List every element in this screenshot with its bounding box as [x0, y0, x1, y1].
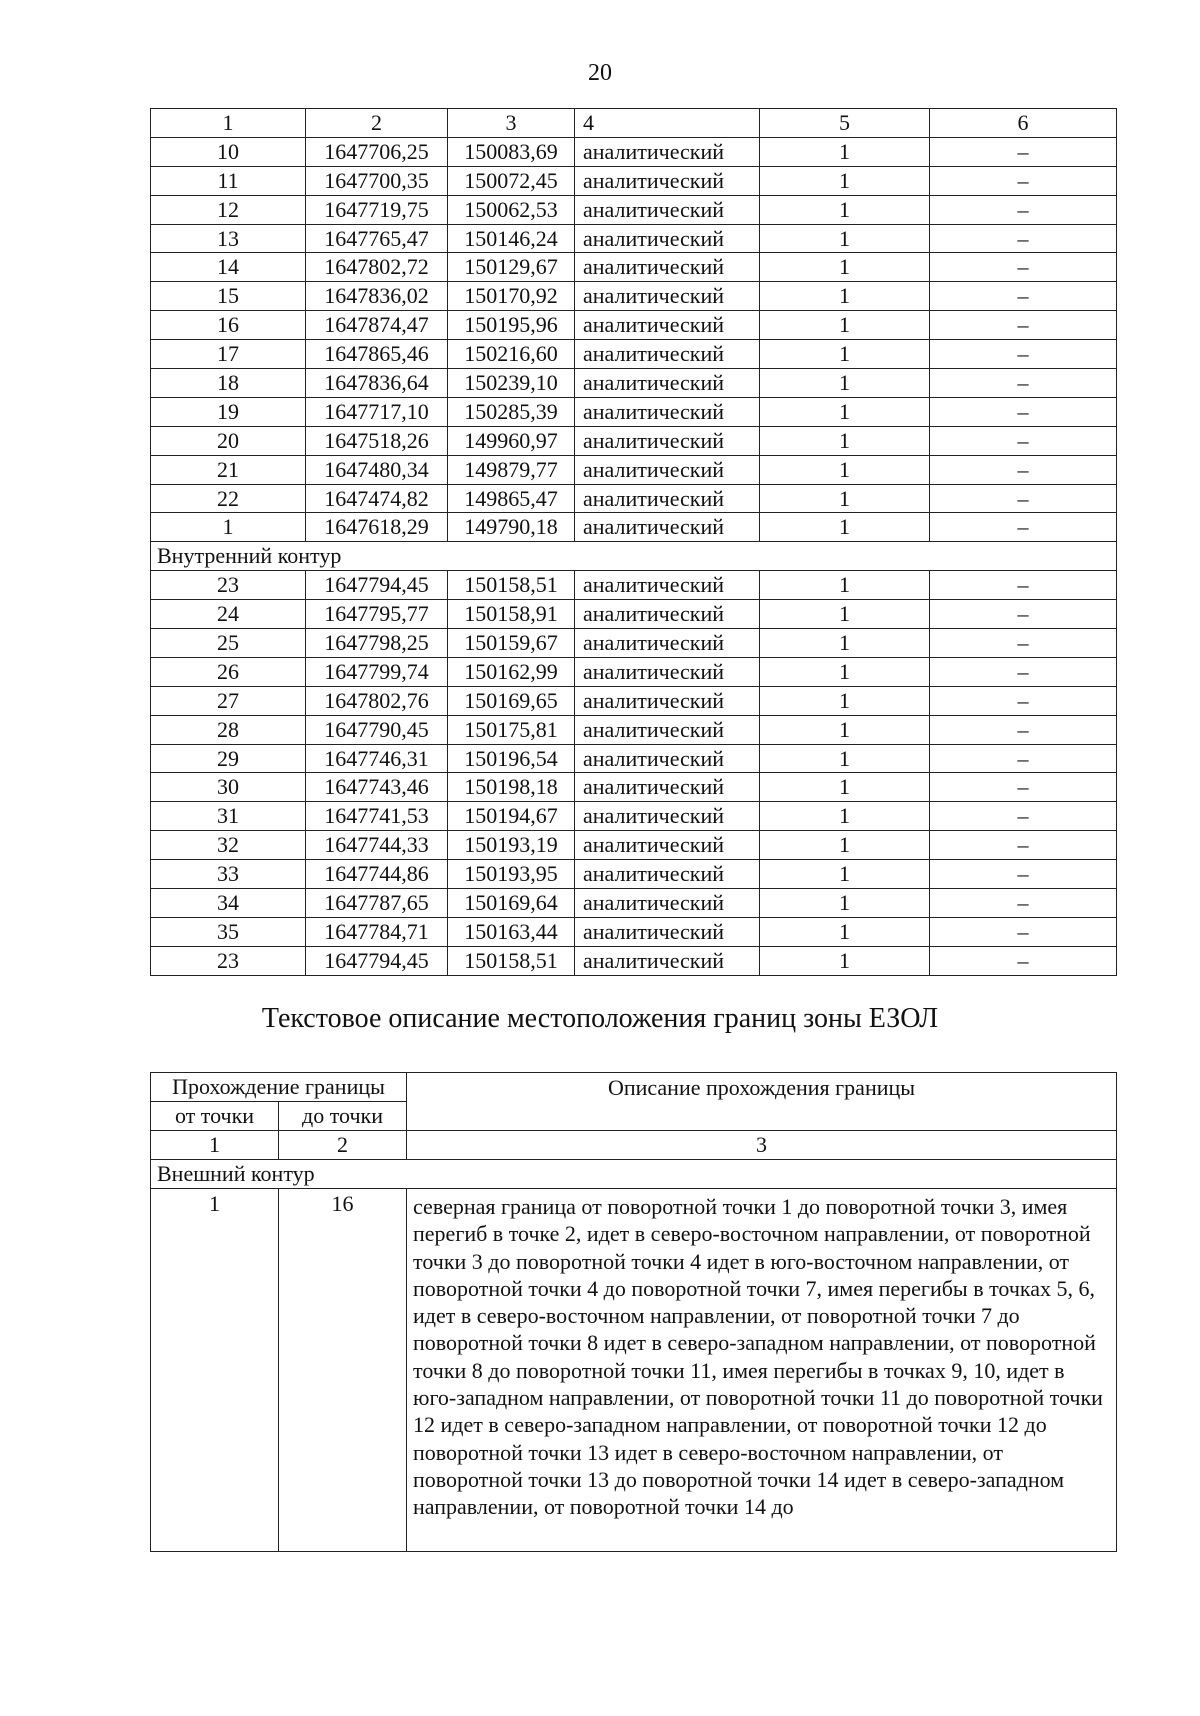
method-cell: аналитический — [575, 311, 760, 340]
header-passage: Прохождение границы — [151, 1073, 407, 1102]
x-coordinate-cell: 1647744,33 — [306, 831, 448, 860]
method-cell: аналитический — [575, 571, 760, 600]
y-coordinate-cell: 150196,54 — [448, 744, 575, 773]
table-row — [151, 224, 1117, 253]
extra-cell: – — [930, 744, 1117, 773]
table-row — [151, 513, 1117, 542]
table-row — [151, 744, 1117, 773]
y-coordinate-cell: 150175,81 — [448, 715, 575, 744]
extra-cell: – — [930, 571, 1117, 600]
extra-cell: – — [930, 600, 1117, 629]
extra-cell: – — [930, 889, 1117, 918]
table-row — [151, 571, 1117, 600]
accuracy-cell: 1 — [760, 773, 930, 802]
accuracy-cell: 1 — [760, 831, 930, 860]
point-number-cell: 22 — [151, 484, 306, 513]
x-coordinate-cell: 1647706,25 — [306, 137, 448, 166]
extra-cell: – — [930, 860, 1117, 889]
method-cell: аналитический — [575, 195, 760, 224]
accuracy-cell: 1 — [760, 917, 930, 946]
accuracy-cell: 1 — [760, 657, 930, 686]
y-coordinate-cell: 150146,24 — [448, 224, 575, 253]
point-number-cell: 23 — [151, 571, 306, 600]
page-number: 20 — [588, 60, 612, 86]
method-cell: аналитический — [575, 715, 760, 744]
desc-column-numbers-row — [151, 1131, 1117, 1160]
method-cell: аналитический — [575, 773, 760, 802]
accuracy-cell: 1 — [760, 513, 930, 542]
extra-cell: – — [930, 253, 1117, 282]
point-number-cell: 27 — [151, 686, 306, 715]
table-row — [151, 137, 1117, 166]
accuracy-cell: 1 — [760, 686, 930, 715]
extra-cell: – — [930, 311, 1117, 340]
table-row — [151, 686, 1117, 715]
y-coordinate-cell: 150083,69 — [448, 137, 575, 166]
table-row — [151, 773, 1117, 802]
method-cell: аналитический — [575, 946, 760, 975]
point-number-cell: 11 — [151, 166, 306, 195]
y-coordinate-cell: 150163,44 — [448, 917, 575, 946]
extra-cell: – — [930, 917, 1117, 946]
table-row — [151, 484, 1117, 513]
extra-cell: – — [930, 513, 1117, 542]
point-number-cell: 20 — [151, 426, 306, 455]
x-coordinate-cell: 1647719,75 — [306, 195, 448, 224]
y-coordinate-cell: 149879,77 — [448, 455, 575, 484]
header-to-point: до точки — [279, 1102, 407, 1131]
table-row — [151, 426, 1117, 455]
x-coordinate-cell: 1647743,46 — [306, 773, 448, 802]
accuracy-cell: 1 — [760, 802, 930, 831]
accuracy-cell: 1 — [760, 484, 930, 513]
extra-cell: – — [930, 455, 1117, 484]
accuracy-cell: 1 — [760, 889, 930, 918]
method-cell: аналитический — [575, 831, 760, 860]
extra-cell: – — [930, 195, 1117, 224]
point-number-cell: 32 — [151, 831, 306, 860]
y-coordinate-cell: 149790,18 — [448, 513, 575, 542]
method-cell: аналитический — [575, 397, 760, 426]
point-number-cell: 1 — [151, 513, 306, 542]
to-point-cell: 16 — [279, 1189, 407, 1552]
accuracy-cell: 1 — [760, 137, 930, 166]
point-number-cell: 13 — [151, 224, 306, 253]
extra-cell: – — [930, 397, 1117, 426]
x-coordinate-cell: 2 — [306, 109, 448, 138]
extra-cell: – — [930, 369, 1117, 398]
accuracy-cell: 1 — [760, 946, 930, 975]
point-number-cell: 26 — [151, 657, 306, 686]
x-coordinate-cell: 1647480,34 — [306, 455, 448, 484]
accuracy-cell: 1 — [760, 253, 930, 282]
accuracy-cell: 1 — [760, 571, 930, 600]
table-row — [151, 657, 1117, 686]
y-coordinate-cell: 149960,97 — [448, 426, 575, 455]
method-cell: аналитический — [575, 802, 760, 831]
x-coordinate-cell: 1647802,76 — [306, 686, 448, 715]
accuracy-cell: 1 — [760, 600, 930, 629]
x-coordinate-cell: 1647700,35 — [306, 166, 448, 195]
accuracy-cell: 1 — [760, 369, 930, 398]
column-number: 2 — [279, 1131, 407, 1160]
point-number-cell: 21 — [151, 455, 306, 484]
table-row — [151, 253, 1117, 282]
table-row — [151, 369, 1117, 398]
accuracy-cell: 1 — [760, 860, 930, 889]
method-cell: аналитический — [575, 629, 760, 658]
extra-cell: – — [930, 426, 1117, 455]
table-row — [151, 715, 1117, 744]
boundary-description-text: северная граница от поворотной точки 1 до поворотной точки 3, имея перегиб в точке 2, идет в северо-восточном направлении, от поворотной точки 3 до поворотной точки 4 идет в юго-восточном направлении, от поворотной точки 4 до поворотной точки 7, имея перегибы в точках 5, 6, идет в северо-восточном направлении, от поворотной точки 7 до поворотной точки 8 идет в северо-западном направлении, от поворотной точки 8 до поворотной точки 11, имея перегибы в точках 9, 10, идет в юго-западном направлении, от поворотной точки 11 до поворотной точки 12 идет в северо-западном направлении, от поворотной точки 12 до поворотной точки 13 идет в северо-восточном направлении, от поворотной точки 13 до поворотной точки 14 идет в северо-западном направлении, от поворотной точки 14 до — [407, 1189, 1117, 1552]
header-from-point: от точки — [151, 1102, 279, 1131]
point-number-cell: 19 — [151, 397, 306, 426]
accuracy-cell: 1 — [760, 166, 930, 195]
method-cell: аналитический — [575, 686, 760, 715]
x-coordinate-cell: 1647518,26 — [306, 426, 448, 455]
y-coordinate-cell: 150198,18 — [448, 773, 575, 802]
point-number-cell: 18 — [151, 369, 306, 398]
table-row — [151, 802, 1117, 831]
x-coordinate-cell: 1647618,29 — [306, 513, 448, 542]
section-label-outer-contour: Внешний контур — [151, 1160, 1117, 1189]
extra-cell: – — [930, 137, 1117, 166]
point-number-cell: 23 — [151, 946, 306, 975]
y-coordinate-cell: 149865,47 — [448, 484, 575, 513]
x-coordinate-cell: 1647795,77 — [306, 600, 448, 629]
point-number-cell: 14 — [151, 253, 306, 282]
y-coordinate-cell: 150239,10 — [448, 369, 575, 398]
y-coordinate-cell: 3 — [448, 109, 575, 138]
x-coordinate-cell: 1647798,25 — [306, 629, 448, 658]
method-cell: аналитический — [575, 340, 760, 369]
y-coordinate-cell: 150158,91 — [448, 600, 575, 629]
extra-cell: – — [930, 946, 1117, 975]
method-cell: аналитический — [575, 657, 760, 686]
x-coordinate-cell: 1647787,65 — [306, 889, 448, 918]
accuracy-cell: 1 — [760, 195, 930, 224]
y-coordinate-cell: 150062,53 — [448, 195, 575, 224]
table-row — [151, 311, 1117, 340]
extra-cell: – — [930, 629, 1117, 658]
y-coordinate-cell: 150194,67 — [448, 802, 575, 831]
accuracy-cell: 1 — [760, 426, 930, 455]
point-number-cell: 12 — [151, 195, 306, 224]
x-coordinate-cell: 1647794,45 — [306, 571, 448, 600]
accuracy-cell: 1 — [760, 455, 930, 484]
method-cell: аналитический — [575, 860, 760, 889]
table-row — [151, 195, 1117, 224]
extra-cell: 6 — [930, 109, 1117, 138]
point-number-cell: 17 — [151, 340, 306, 369]
x-coordinate-cell: 1647790,45 — [306, 715, 448, 744]
table-row — [151, 946, 1117, 975]
table-row — [151, 340, 1117, 369]
x-coordinate-cell: 1647865,46 — [306, 340, 448, 369]
table-row — [151, 831, 1117, 860]
point-number-cell: 25 — [151, 629, 306, 658]
table-row — [151, 455, 1117, 484]
table-row — [151, 600, 1117, 629]
point-number-cell: 1 — [151, 109, 306, 138]
accuracy-cell: 1 — [760, 715, 930, 744]
accuracy-cell: 1 — [760, 282, 930, 311]
section-label-inner-contour: Внутренний контур — [151, 542, 1117, 571]
x-coordinate-cell: 1647741,53 — [306, 802, 448, 831]
y-coordinate-cell: 150169,64 — [448, 889, 575, 918]
method-cell: 4 — [575, 109, 760, 138]
table-row — [151, 917, 1117, 946]
extra-cell: – — [930, 657, 1117, 686]
method-cell: аналитический — [575, 484, 760, 513]
accuracy-cell: 1 — [760, 629, 930, 658]
method-cell: аналитический — [575, 282, 760, 311]
point-number-cell: 10 — [151, 137, 306, 166]
y-coordinate-cell: 150072,45 — [448, 166, 575, 195]
desc-header-row-1 — [151, 1073, 1117, 1102]
x-coordinate-cell: 1647717,10 — [306, 397, 448, 426]
method-cell: аналитический — [575, 166, 760, 195]
method-cell: аналитический — [575, 917, 760, 946]
accuracy-cell: 1 — [760, 744, 930, 773]
extra-cell: – — [930, 484, 1117, 513]
x-coordinate-cell: 1647794,45 — [306, 946, 448, 975]
x-coordinate-cell: 1647474,82 — [306, 484, 448, 513]
point-number-cell: 28 — [151, 715, 306, 744]
x-coordinate-cell: 1647799,74 — [306, 657, 448, 686]
method-cell: аналитический — [575, 600, 760, 629]
extra-cell: – — [930, 282, 1117, 311]
method-cell: аналитический — [575, 744, 760, 773]
desc-section-row — [151, 1160, 1117, 1189]
x-coordinate-cell: 1647765,47 — [306, 224, 448, 253]
x-coordinate-cell: 1647802,72 — [306, 253, 448, 282]
y-coordinate-cell: 150193,19 — [448, 831, 575, 860]
point-number-cell: 31 — [151, 802, 306, 831]
x-coordinate-cell: 1647874,47 — [306, 311, 448, 340]
table-row — [151, 397, 1117, 426]
point-number-cell: 24 — [151, 600, 306, 629]
x-coordinate-cell: 1647836,64 — [306, 369, 448, 398]
table-row — [151, 629, 1117, 658]
method-cell: аналитический — [575, 889, 760, 918]
point-number-cell: 16 — [151, 311, 306, 340]
from-point-cell: 1 — [151, 1189, 279, 1552]
y-coordinate-cell: 150158,51 — [448, 571, 575, 600]
accuracy-cell: 1 — [760, 340, 930, 369]
desc-data-row — [151, 1189, 1117, 1552]
x-coordinate-cell: 1647746,31 — [306, 744, 448, 773]
section-title: Текстовое описание местоположения границ зоны ЕЗОЛ — [261, 1003, 939, 1034]
column-number: 1 — [151, 1131, 279, 1160]
point-number-cell: 33 — [151, 860, 306, 889]
y-coordinate-cell: 150159,67 — [448, 629, 575, 658]
extra-cell: – — [930, 686, 1117, 715]
y-coordinate-cell: 150195,96 — [448, 311, 575, 340]
extra-cell: – — [930, 831, 1117, 860]
y-coordinate-cell: 150162,99 — [448, 657, 575, 686]
header-description: Описание прохождения границы — [407, 1073, 1117, 1131]
y-coordinate-cell: 150285,39 — [448, 397, 575, 426]
point-number-cell: 29 — [151, 744, 306, 773]
table-row — [151, 889, 1117, 918]
x-coordinate-cell: 1647836,02 — [306, 282, 448, 311]
coordinates-table — [150, 108, 1117, 976]
point-number-cell: 15 — [151, 282, 306, 311]
method-cell: аналитический — [575, 513, 760, 542]
point-number-cell: 34 — [151, 889, 306, 918]
point-number-cell: 30 — [151, 773, 306, 802]
y-coordinate-cell: 150216,60 — [448, 340, 575, 369]
table-row — [151, 166, 1117, 195]
coordinates-table-body — [151, 109, 1117, 976]
column-number: 3 — [407, 1131, 1117, 1160]
method-cell: аналитический — [575, 426, 760, 455]
point-number-cell: 35 — [151, 917, 306, 946]
y-coordinate-cell: 150169,65 — [448, 686, 575, 715]
y-coordinate-cell: 150129,67 — [448, 253, 575, 282]
x-coordinate-cell: 1647784,71 — [306, 917, 448, 946]
accuracy-cell: 5 — [760, 109, 930, 138]
y-coordinate-cell: 150193,95 — [448, 860, 575, 889]
extra-cell: – — [930, 166, 1117, 195]
table-row — [151, 282, 1117, 311]
y-coordinate-cell: 150158,51 — [448, 946, 575, 975]
extra-cell: – — [930, 340, 1117, 369]
section-row — [151, 542, 1117, 571]
accuracy-cell: 1 — [760, 311, 930, 340]
method-cell: аналитический — [575, 224, 760, 253]
accuracy-cell: 1 — [760, 397, 930, 426]
extra-cell: – — [930, 773, 1117, 802]
coordinates-header-row — [151, 109, 1117, 138]
x-coordinate-cell: 1647744,86 — [306, 860, 448, 889]
boundary-description-table — [150, 1072, 1117, 1552]
method-cell: аналитический — [575, 137, 760, 166]
y-coordinate-cell: 150170,92 — [448, 282, 575, 311]
method-cell: аналитический — [575, 369, 760, 398]
extra-cell: – — [930, 224, 1117, 253]
extra-cell: – — [930, 802, 1117, 831]
extra-cell: – — [930, 715, 1117, 744]
table-row — [151, 860, 1117, 889]
accuracy-cell: 1 — [760, 224, 930, 253]
method-cell: аналитический — [575, 253, 760, 282]
method-cell: аналитический — [575, 455, 760, 484]
